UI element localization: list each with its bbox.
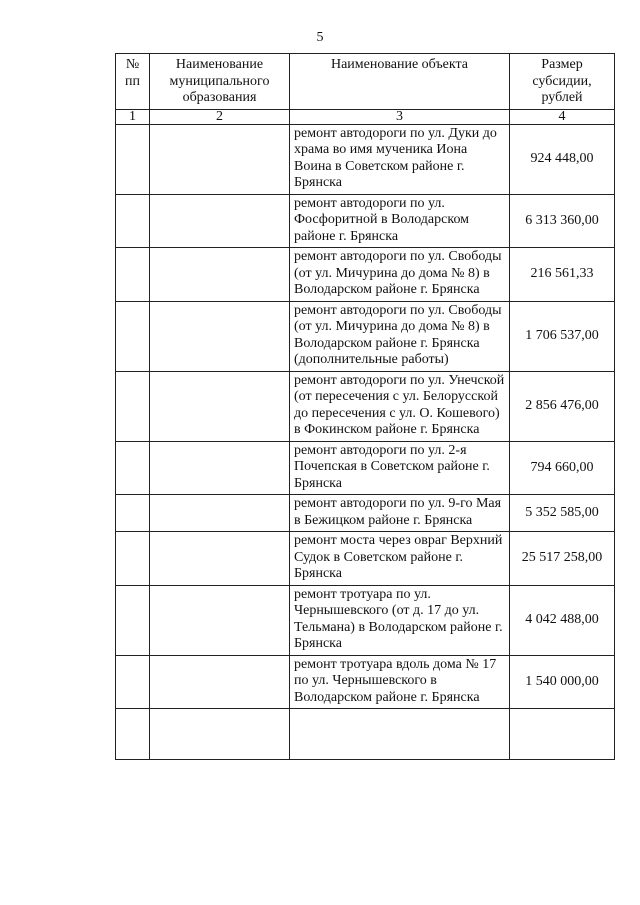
table-row xyxy=(116,495,615,532)
object-cell: ремонт автодороги по ул. Фосфоритной в Володарском районе г. Брянска xyxy=(290,194,510,248)
index-cell: 2 xyxy=(150,109,290,124)
table-row xyxy=(116,301,615,371)
header-row xyxy=(116,54,615,110)
index-cell: 1 xyxy=(116,109,150,124)
header-object: Наименование объекта xyxy=(290,54,510,110)
object-cell: ремонт тротуара по ул. Чернышевского (от д. 17 до ул. Тельмана) в Володарском районе г. Брянска xyxy=(290,585,510,655)
table-row xyxy=(116,532,615,586)
object-cell: ремонт автодороги по ул. Свободы (от ул. Мичурина до дома № 8) в Володарском районе г. Брянска xyxy=(290,248,510,302)
num-cell xyxy=(116,441,150,495)
municipality-cell xyxy=(150,495,290,532)
num-cell xyxy=(116,371,150,441)
num-cell xyxy=(116,532,150,586)
amount-cell: 216 561,33 xyxy=(510,248,615,302)
table-row xyxy=(116,194,615,248)
object-cell: ремонт автодороги по ул. Дуки до храма во имя мученика Иона Воина в Советском районе г. Брянска xyxy=(290,124,510,194)
index-row xyxy=(116,109,615,124)
table-row xyxy=(116,248,615,302)
header-municipality: Наименование муниципального образования xyxy=(150,54,290,110)
municipality-cell xyxy=(150,655,290,709)
amount-cell: 5 352 585,00 xyxy=(510,495,615,532)
municipality-cell xyxy=(150,124,290,194)
num-cell xyxy=(116,495,150,532)
amount-cell: 25 517 258,00 xyxy=(510,532,615,586)
empty-cell xyxy=(510,709,615,760)
table-row xyxy=(116,585,615,655)
num-cell xyxy=(116,124,150,194)
municipality-cell xyxy=(150,371,290,441)
municipality-cell xyxy=(150,301,290,371)
num-cell xyxy=(116,248,150,302)
municipality-cell xyxy=(150,532,290,586)
municipality-cell xyxy=(150,248,290,302)
amount-cell: 1 706 537,00 xyxy=(510,301,615,371)
empty-cell xyxy=(150,709,290,760)
empty-cell xyxy=(290,709,510,760)
amount-cell: 6 313 360,00 xyxy=(510,194,615,248)
header-amount: Размер субсидии, рублей xyxy=(510,54,615,110)
amount-cell: 794 660,00 xyxy=(510,441,615,495)
index-cell: 3 xyxy=(290,109,510,124)
object-cell: ремонт автодороги по ул. 9-го Мая в Бежицком районе г. Брянска xyxy=(290,495,510,532)
object-cell: ремонт моста через овраг Верхний Судок в Советском районе г. Брянска xyxy=(290,532,510,586)
num-cell xyxy=(116,301,150,371)
num-cell xyxy=(116,585,150,655)
table-row xyxy=(116,371,615,441)
table-row xyxy=(116,124,615,194)
subsidy-table xyxy=(115,53,615,760)
municipality-cell xyxy=(150,441,290,495)
object-cell: ремонт автодороги по ул. 2-я Почепская в Советском районе г. Брянска xyxy=(290,441,510,495)
amount-cell: 924 448,00 xyxy=(510,124,615,194)
num-cell xyxy=(116,655,150,709)
object-cell: ремонт тротуара вдоль дома № 17 по ул. Чернышевского в Володарском районе г. Брянска xyxy=(290,655,510,709)
num-cell xyxy=(116,194,150,248)
object-cell: ремонт автодороги по ул. Свободы (от ул. Мичурина до дома № 8) в Володарском районе г. Брянска (дополнительные работы) xyxy=(290,301,510,371)
empty-cell xyxy=(116,709,150,760)
table-row xyxy=(116,655,615,709)
index-cell: 4 xyxy=(510,109,615,124)
table-filler-row xyxy=(116,709,615,760)
object-cell: ремонт автодороги по ул. Унечской (от пересечения с ул. Белорусской до пересечения с ул. О. Кошевого) в Фокинском районе г. Брянска xyxy=(290,371,510,441)
amount-cell: 2 856 476,00 xyxy=(510,371,615,441)
page-number: 5 xyxy=(316,30,324,45)
header-num: № пп xyxy=(116,54,150,110)
amount-cell: 4 042 488,00 xyxy=(510,585,615,655)
table-row xyxy=(116,441,615,495)
municipality-cell xyxy=(150,585,290,655)
amount-cell: 1 540 000,00 xyxy=(510,655,615,709)
municipality-cell xyxy=(150,194,290,248)
